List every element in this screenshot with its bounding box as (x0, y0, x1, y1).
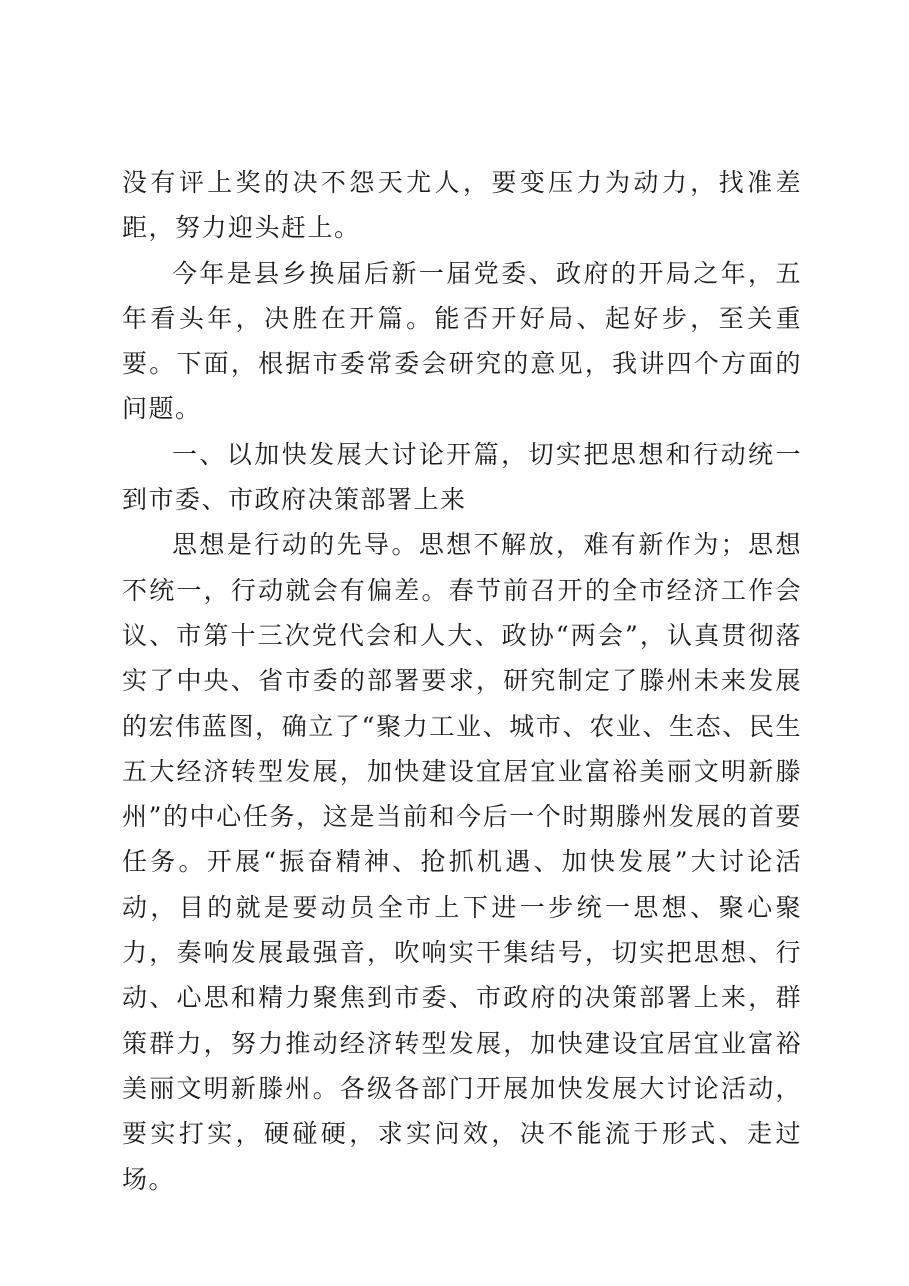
section-heading-1: 一、以加快发展大讨论开篇，切实把思想和行动统一到市委、市政府决策部署上来 (122, 439, 802, 515)
document-body (122, 160, 802, 1202)
paragraph-body: 思想是行动的先导。思想不解放，难有新作为；思想不统一，行动就会有偏差。春节前召开的全市经济工作会议、市第十三次党代会和人大、政协“两会”，认真贯彻落实了中央、省市委的部署要求，研究制定了滕州未来发展的宏伟蓝图，确立了“聚力工业、城市、农业、生态、民生五大经济转型发展，加快建设宜居宜业富裕美丽文明新滕州”的中心任务，这是当前和今后一个时期滕州发展的首要任务。开展“振奋精神、抢抓机遇、加快发展”大讨论活动，目的就是要动员全市上下进一步统一思想、聚心聚力，奏响发展最强音，吹响实干集结号，切实把思想、行动、心思和精力聚焦到市委、市政府的决策部署上来，群策群力，努力推动经济转型发展，加快建设宜居宜业富裕美丽文明新滕州。各级各部门开展加快发展大讨论活动，要实打实，硬碰硬，求实问效，决不能流于形式、走过场。 (122, 530, 802, 1194)
paragraph-intro: 今年是县乡换届后新一届党委、政府的开局之年，五年看头年，决胜在开篇。能否开好局、起好步，至关重要。下面，根据市委常委会研究的意见，我讲四个方面的问题。 (122, 258, 802, 424)
paragraph-continuation: 没有评上奖的决不怨天尤人，要变压力为动力，找准差距，努力迎头赶上。 (122, 168, 802, 243)
